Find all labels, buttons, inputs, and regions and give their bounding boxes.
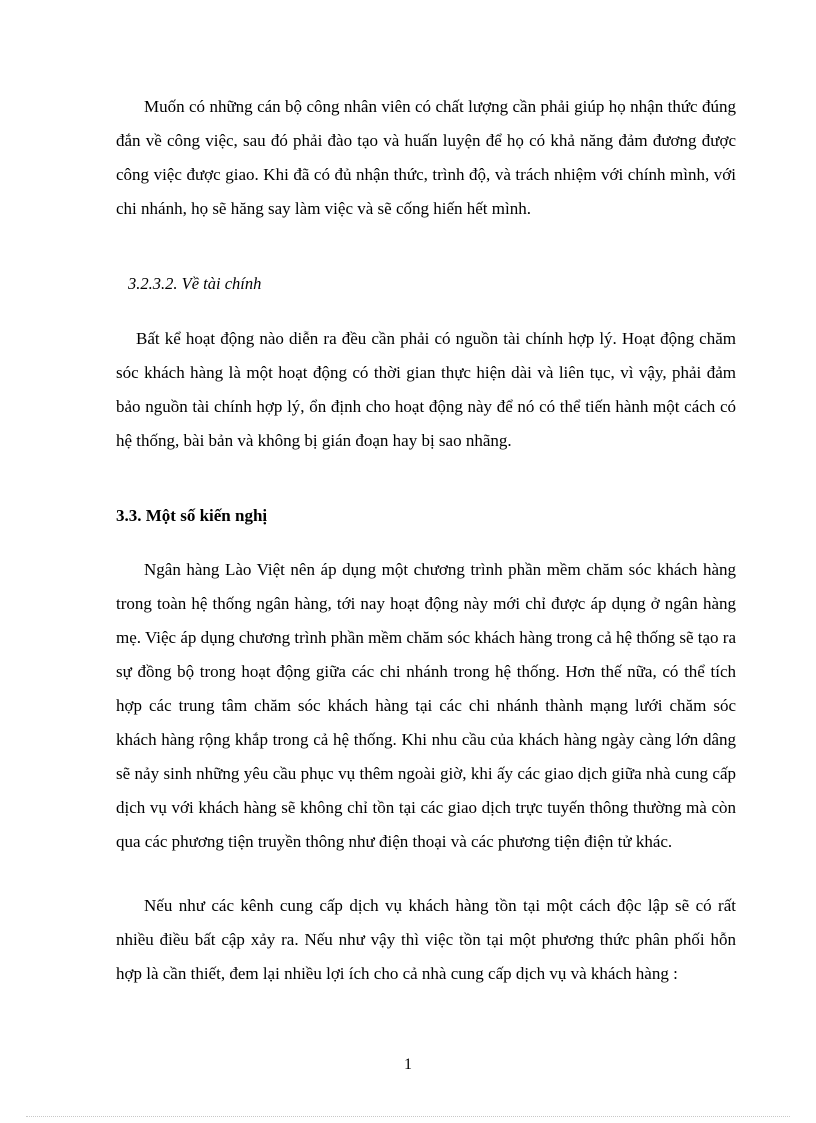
paragraph-finance: Bất kể hoạt động nào diễn ra đều cần phải có nguồn tài chính hợp lý. Hoạt động chăm sóc khách hàng là một hoạt động có thời gian thực hiện dài và liên tục, vì vậy, phải đảm bảo nguồn tài chính hợp lý, ổn định cho hoạt động này để nó có thể tiến hành một cách có hệ thống, bài bản và không bị gián đoạn hay bị sao nhãng. [116, 329, 736, 450]
heading-recommendations: 3.3. Một số kiến nghị [116, 506, 268, 525]
page-bottom-divider [26, 1116, 790, 1117]
subheading-finance: 3.2.3.2. Về tài chính [128, 274, 262, 293]
paragraph-distribution-channels: Nếu như các kênh cung cấp dịch vụ khách hàng tồn tại một cách độc lập sẽ có rất nhiều điều bất cập xảy ra. Nếu như vậy thì việc tồn tại một phương thức phân phối hỗn hợp là cần thiết, đem lại nhiều lợi ích cho cả nhà cung cấp dịch vụ và khách hàng : [116, 896, 736, 983]
page-number: 1 [404, 1056, 412, 1073]
paragraph-staff-awareness: Muốn có những cán bộ công nhân viên có chất lượng cần phải giúp họ nhận thức đúng đắn về công việc, sau đó phải đào tạo và huấn luyện để họ có khả năng đảm đương được công việc được giao. Khi đã có đủ nhận thức, trình độ, và trách nhiệm với chính mình, với chi nhánh, họ sẽ hăng say làm việc và sẽ cống hiến hết mình. [116, 97, 736, 218]
paragraph-software-recommendation: Ngân hàng Lào Việt nên áp dụng một chương trình phần mềm chăm sóc khách hàng trong toàn hệ thống ngân hàng, tới nay hoạt động này mới chỉ được áp dụng ở ngân hàng mẹ. Việc áp dụng chương trình phần mềm chăm sóc khách hàng trong cả hệ thống sẽ tạo ra sự đồng bộ trong hoạt động giữa các chi nhánh trong hệ thống. Hơn thế nữa, có thể tích hợp các trung tâm chăm sóc khách hàng tại các chi nhánh thành mạng lưới chăm sóc khách hàng rộng khắp trong cả hệ thống. Khi nhu cầu của khách hàng ngày càng lớn dâng sẽ nảy sinh những yêu cầu phục vụ thêm ngoài giờ, khi ấy các giao dịch giữa nhà cung cấp dịch vụ với khách hàng sẽ không chỉ tồn tại các giao dịch trực tuyến thông thường mà còn qua các phương tiện truyền thông như điện thoại và các phương tiện điện tử khác. [116, 560, 736, 851]
